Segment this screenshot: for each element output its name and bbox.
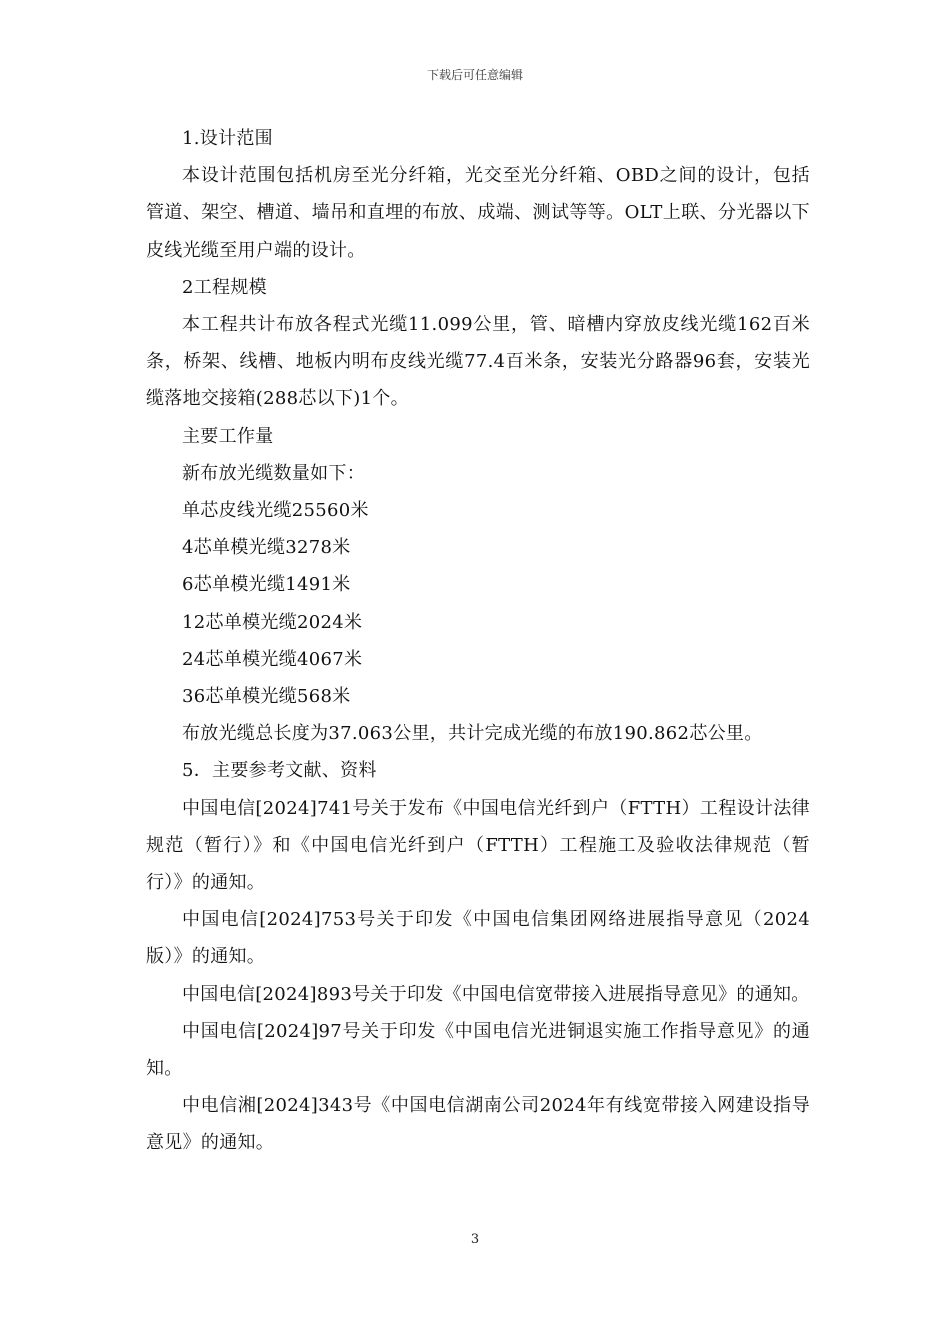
paragraph-design-scope: 本设计范围包括机房至光分纤箱，光交至光分纤箱、OBD之间的设计，包括管道、架空、槽道、墙吊和直埋的布放、成端、测试等等。OLT上联、分光器以下皮线光缆至用户端的设计。: [146, 165, 810, 261]
cable-item: 单芯皮线光缆25560米: [182, 500, 369, 522]
page-header: 下载后可任意编辑: [426, 68, 523, 82]
cable-item: 12芯单模光缆2024米: [182, 611, 363, 633]
section-heading-references: 5．主要参考文献、资料: [182, 760, 377, 782]
paragraph-total-length: 布放光缆总长度为37.063公里，共计完成光缆的布放190.862芯公里。: [182, 723, 763, 745]
page-number: 3: [470, 1232, 480, 1247]
reference-item: 中电信湘[2024]343号《中国电信湖南公司2024年有线宽带接入网建设指导意见》的通知。: [146, 1095, 810, 1154]
reference-item: 中国电信[2024]893号关于印发《中国电信宽带接入进展指导意见》的通知。: [182, 983, 810, 1005]
reference-item: 中国电信[2024]741号关于发布《中国电信光纤到户（FTTH）工程设计法律规范（暂行）》和《中国电信光纤到户（FTTH）工程施工及验收法律规范（暂行）》的通知。: [146, 797, 810, 894]
cable-item: 6芯单模光缆1491米: [182, 574, 351, 596]
cable-item: 36芯单模光缆568米: [182, 686, 351, 708]
paragraph-new-cable-intro: 新布放光缆数量如下：: [182, 462, 365, 484]
cable-item: 24芯单模光缆4067米: [182, 648, 363, 670]
document-body: [146, 120, 810, 1162]
reference-item: 中国电信[2024]97号关于印发《中国电信光进铜退实施工作指导意见》的通知。: [146, 1020, 810, 1080]
section-heading-design-scope: 1.设计范围: [182, 128, 273, 149]
reference-item: 中国电信[2024]753号关于印发《中国电信集团网络进展指导意见（2024版）》的通知。: [146, 909, 810, 968]
section-heading-project-scale: 2工程规模: [182, 276, 267, 298]
section-heading-main-workload: 主要工作量: [182, 425, 274, 447]
paragraph-project-scale: 本工程共计布放各程式光缆11.099公里，管、暗槽内穿放皮线光缆162百米条，桥架、线槽、地板内明布皮线光缆77.4百米条，安装光分路器96套，安装光缆落地交接箱(288芯以下)1个。: [146, 314, 810, 410]
cable-item: 4芯单模光缆3278米: [182, 537, 351, 559]
